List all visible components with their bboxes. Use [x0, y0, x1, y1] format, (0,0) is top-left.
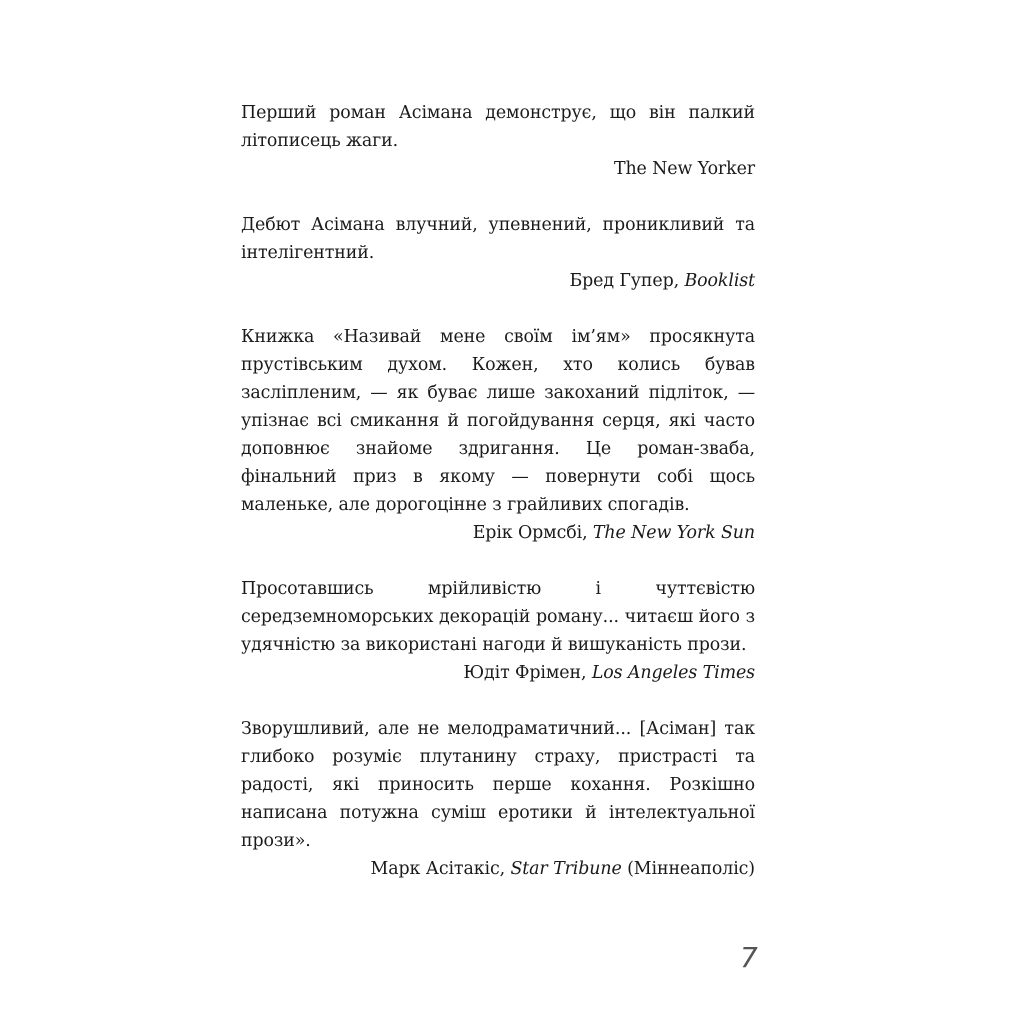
blurb-new-york-sun — [241, 323, 755, 547]
blurb-quote: Перший роман Асімана демонструє, що він палкий літописець жаги. — [241, 103, 755, 151]
blurb-quote: Просотавшись мрійливістю і чуттєвістю середземноморських декорацій роману... читаєш його з удячністю за використані нагоди й вишуканість прози. — [241, 579, 755, 655]
blurb-quote: Книжка «Називай мене своїм ім’ям» просякнута прустівським духом. Кожен, хто колись бував засліпленим, — як буває лише закоханий підліток, — упізнає всі смикання й погойдування серця, які часто доповнює знайоме здригання. Це роман-зваба, фінальний приз в якому — повернути собі щось маленьке, але дорогоцінне з грайливих спогадів. — [241, 327, 755, 515]
publication-name: The New York Sun — [592, 523, 755, 543]
author-name: Бред Гупер — [569, 271, 674, 291]
author-name: Ерік Ормсбі — [472, 523, 583, 543]
blurb-booklist — [241, 211, 755, 295]
blurb-attribution — [241, 855, 755, 883]
blurb-quote: Зворушливий, але не мелодраматичний... [Асіман] так глибоко розуміє плутанину страху, пристрасті та радості, які приносить перше кохання. Розкішно написана потужна суміш еротики й інтелектуальної прози». — [241, 719, 755, 851]
blurb-attribution — [241, 659, 755, 687]
blurb-attribution — [241, 519, 755, 547]
blurb-attribution — [241, 267, 755, 295]
praise-page — [241, 99, 755, 911]
attribution-separator: , — [673, 271, 685, 291]
attribution-separator: , — [581, 663, 592, 683]
blurb-quote: Дебют Асімана влучний, упевнений, проникливий та інтелігентний. — [241, 215, 755, 263]
publication-name: Los Angeles Times — [591, 663, 755, 683]
attribution-separator: , — [499, 859, 511, 879]
publication-name: Booklist — [684, 271, 755, 291]
attribution-separator: , — [582, 523, 593, 543]
blurb-los-angeles-times — [241, 575, 755, 687]
page-number: 7 — [740, 941, 758, 974]
blurb-new-yorker — [241, 99, 755, 183]
publication-name: Star Tribune — [510, 859, 622, 879]
blurb-star-tribune — [241, 715, 755, 883]
blurb-attribution — [241, 155, 755, 183]
author-name: Марк Асітакіс — [370, 859, 500, 879]
author-name: Юдіт Фрімен — [463, 663, 581, 683]
publication-location: (Міннеаполіс) — [621, 859, 755, 879]
publication-name: The New Yorker — [613, 159, 755, 179]
